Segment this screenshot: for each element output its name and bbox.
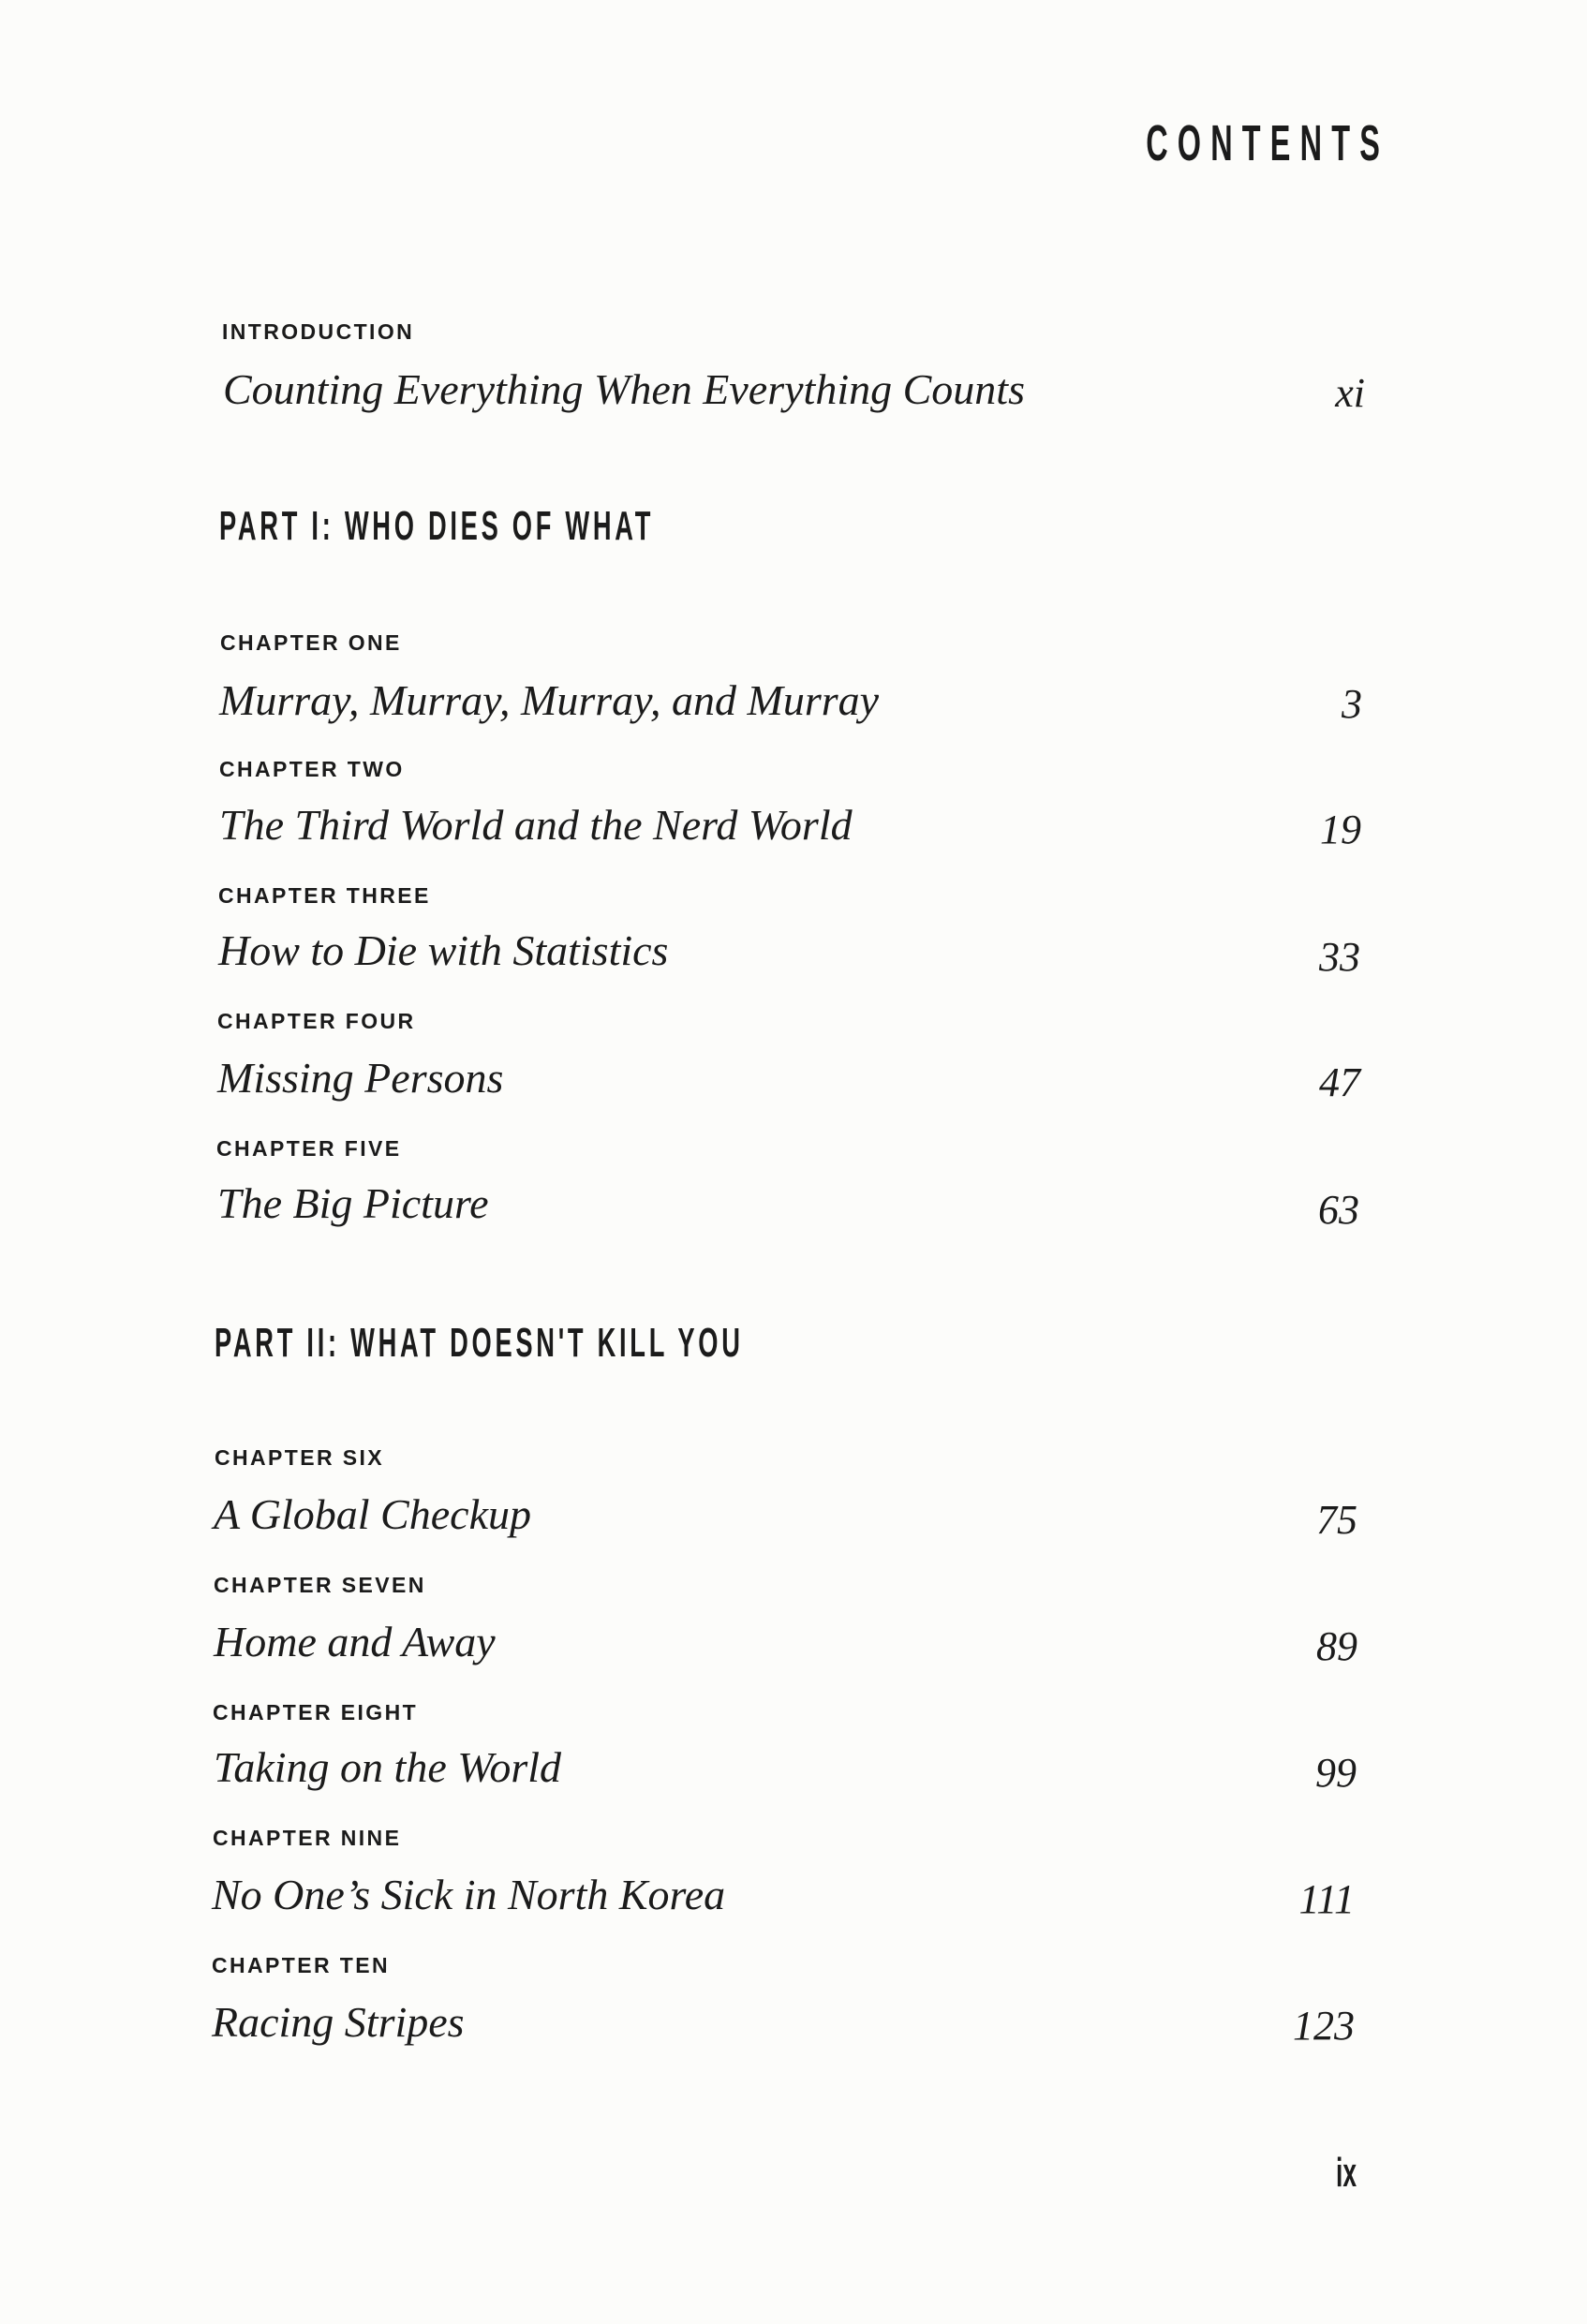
introduction-title[interactable]: Counting Everything When Everything Counts [223, 365, 1025, 413]
chapter-page: 33 [1319, 934, 1360, 980]
chapter-label: CHAPTER FIVE [216, 1136, 402, 1161]
chapter-page: 123 [1293, 2003, 1355, 2049]
chapter-label: CHAPTER SEVEN [214, 1573, 426, 1597]
chapter-label: CHAPTER ONE [220, 630, 402, 655]
chapter-label: CHAPTER NINE [213, 1826, 402, 1850]
chapter-title[interactable]: Murray, Murray, Murray, and Murray [219, 676, 880, 724]
chapter-label: CHAPTER EIGHT [213, 1700, 419, 1724]
chapter-title[interactable]: The Third World and the Nerd World [219, 801, 853, 849]
introduction-label: INTRODUCTION [222, 319, 415, 344]
page-heading: CONTENTS [1146, 115, 1389, 171]
chapter-label: CHAPTER TWO [219, 757, 405, 781]
chapter-page: 47 [1319, 1059, 1360, 1105]
chapter-label: CHAPTER FOUR [217, 1009, 416, 1033]
chapter-title[interactable]: Taking on the World [214, 1743, 562, 1791]
chapter-page: 75 [1316, 1497, 1357, 1543]
chapter-title[interactable]: Missing Persons [217, 1054, 504, 1102]
chapter-page: 111 [1298, 1876, 1355, 1922]
part-2-heading: PART II: WHAT DOESN'T KILL YOU [215, 1320, 744, 1366]
chapter-label: CHAPTER THREE [218, 883, 431, 908]
chapter-label: CHAPTER SIX [215, 1445, 385, 1470]
chapter-page: 99 [1315, 1750, 1357, 1796]
part-1-heading: PART I: WHO DIES OF WHAT [219, 503, 655, 549]
page-number: ix [1336, 2150, 1357, 2196]
chapter-title[interactable]: A Global Checkup [214, 1490, 531, 1538]
chapter-label: CHAPTER TEN [212, 1953, 390, 1977]
chapter-title[interactable]: Home and Away [214, 1618, 496, 1665]
chapter-page: 63 [1318, 1187, 1359, 1233]
chapter-page: 19 [1320, 807, 1361, 852]
chapter-title[interactable]: No One’s Sick in North Korea [212, 1871, 726, 1918]
chapter-title[interactable]: The Big Picture [217, 1179, 489, 1227]
chapter-title[interactable]: Racing Stripes [212, 1998, 465, 2046]
introduction-page: xi [1335, 370, 1365, 416]
chapter-page: 89 [1316, 1623, 1357, 1669]
chapter-page: 3 [1342, 681, 1362, 727]
chapter-title[interactable]: How to Die with Statistics [218, 926, 669, 974]
